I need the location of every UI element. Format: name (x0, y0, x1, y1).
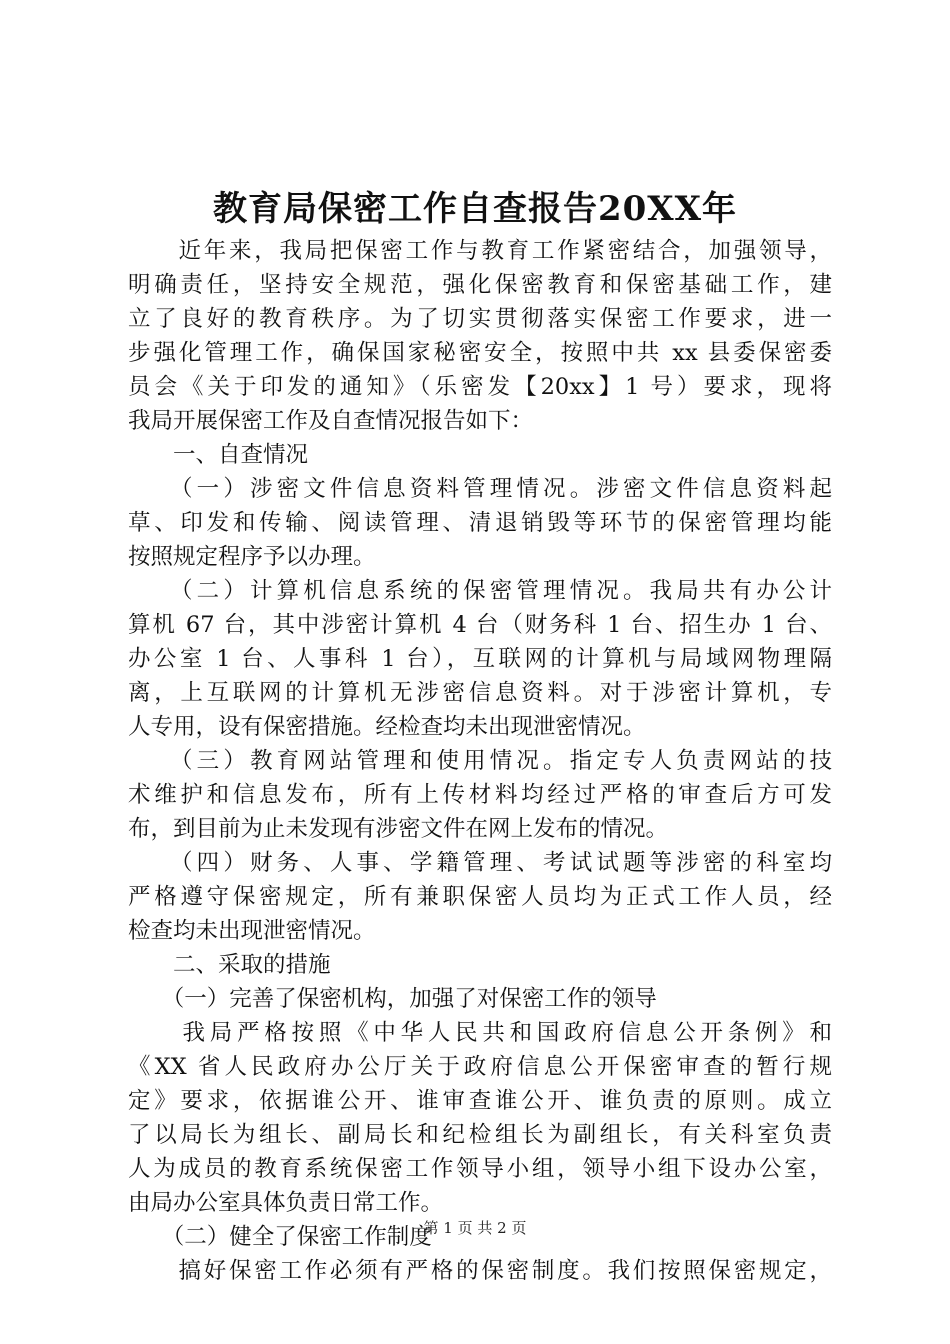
body-line: （一）完善了保密机构，加强了对保密工作的领导 (128, 986, 657, 1012)
body-line: 严格遵守保密规定，所有兼职保密人员均为正式工作人员，经 (128, 884, 832, 910)
body-line: 我局严格按照《中华人民共和国政府信息公开条例》和 (128, 1020, 832, 1046)
page-footer: 第 1 页 共 2 页 (423, 1219, 527, 1237)
document-body (128, 234, 832, 1288)
body-line: 草、印发和传输、阅读管理、清退销毁等环节的保密管理均能 (128, 510, 832, 536)
body-line: 二、采取的措施 (128, 952, 331, 978)
body-line: 一、自查情况 (128, 442, 309, 468)
body-line: （四）财务、人事、学籍管理、考试试题等涉密的科室均 (128, 850, 832, 876)
body-line: （二）健全了保密工作制度 (128, 1224, 432, 1250)
body-line: 近年来，我局把保密工作与教育工作紧密结合，加强领导， (128, 238, 832, 264)
body-line: 员会《关于印发的通知》（乐密发【20xx】1 号）要求，现将 (128, 374, 832, 400)
body-line: 了以局长为组长、副局长和纪检组长为副组长，有关科室负责 (128, 1122, 832, 1148)
body-line: （三）教育网站管理和使用情况。指定专人负责网站的技 (128, 748, 832, 774)
body-line: 搞好保密工作必须有严格的保密制度。我们按照保密规定， (128, 1258, 832, 1284)
body-line: 人为成员的教育系统保密工作领导小组，领导小组下设办公室， (128, 1156, 832, 1182)
body-line: 明确责任，坚持安全规范，强化保密教育和保密基础工作，建 (128, 272, 832, 298)
body-line: （一）涉密文件信息资料管理情况。涉密文件信息资料起 (128, 476, 832, 502)
body-line: 人专用，设有保密措施。经检查均未出现泄密情况。 (128, 714, 646, 740)
body-line: 步强化管理工作，确保国家秘密安全，按照中共 xx 县委保密委 (128, 340, 832, 366)
body-line: 立了良好的教育秩序。为了切实贯彻落实保密工作要求，进一 (128, 306, 832, 332)
body-line: 由局办公室具体负责日常工作。 (128, 1190, 444, 1216)
body-line: 布，到目前为止未发现有涉密文件在网上发布的情况。 (128, 816, 669, 842)
body-line: 检查均未出现泄密情况。 (128, 918, 376, 944)
body-line: （二）计算机信息系统的保密管理情况。我局共有办公计 (128, 578, 832, 604)
body-line: 离，上互联网的计算机无涉密信息资料。对于涉密计算机，专 (128, 680, 832, 706)
body-line: 算机 67 台，其中涉密计算机 4 台（财务科 1 台、招生办 1 台、 (128, 612, 832, 638)
body-line: 定》要求，依据谁公开、谁审查谁公开、谁负责的原则。成立 (128, 1088, 832, 1114)
body-line: 我局开展保密工作及自查情况报告如下： (128, 408, 534, 434)
body-line: 按照规定程序予以办理。 (128, 544, 376, 570)
document-title: 教育局保密工作自查报告20XX年 (212, 189, 738, 229)
body-line: 《XX 省人民政府办公厅关于政府信息公开保密审查的暂行规 (128, 1054, 832, 1080)
body-line: 术维护和信息发布，所有上传材料均经过严格的审查后方可发 (128, 782, 832, 808)
body-line: 办公室 1 台、人事科 1 台），互联网的计算机与局域网物理隔 (128, 646, 832, 672)
